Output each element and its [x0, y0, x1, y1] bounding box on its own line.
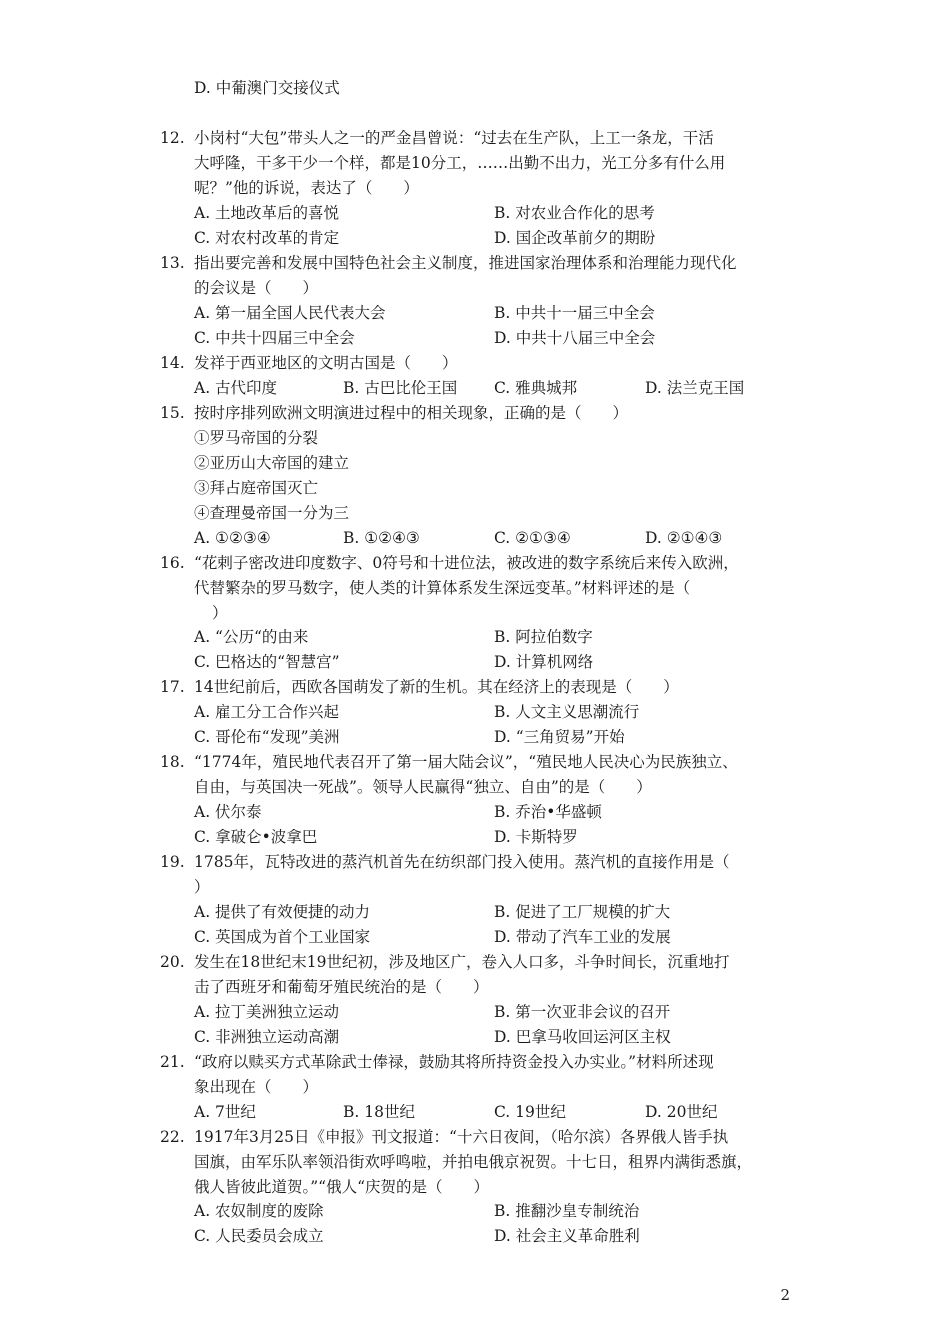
answer-option[interactable]: B. 对农业合作化的思考: [494, 204, 655, 222]
question-stem-line: 象出现在（ ）: [194, 1078, 319, 1096]
answer-option[interactable]: A. 提供了有效便捷的动力: [194, 903, 371, 921]
answer-option[interactable]: D. 带动了汽车工业的发展: [494, 928, 671, 946]
question-stem-line: 代替繁杂的罗马数字，使人类的计算体系发生深远变革。”材料评述的是（: [194, 579, 691, 597]
answer-option[interactable]: B. 古巴比伦王国: [343, 379, 458, 397]
question-number: 13.: [160, 254, 185, 272]
question-stem-line: 呢？”他的诉说，表达了（ ）: [194, 179, 419, 197]
question-stem-line: ②亚历山大帝国的建立: [194, 454, 350, 472]
question-stem-line: “1774年，殖民地代表召开了第一届大陆会议”，“殖民地人民决心为民族独立、: [194, 753, 738, 771]
answer-option[interactable]: B. 推翻沙皇专制统治: [494, 1202, 640, 1220]
answer-option[interactable]: C. 雅典城邦: [494, 379, 578, 397]
answer-option[interactable]: A. 古代印度: [194, 379, 278, 397]
answer-option[interactable]: D. 法兰克王国: [645, 379, 745, 397]
question-stem-line: 大呼隆，干多干少一个样，都是10分工，……出勤不出力，光工分多有什么用: [194, 154, 726, 172]
answer-option[interactable]: C. 拿破仑•波拿巴: [194, 828, 318, 846]
answer-option[interactable]: B. 18世纪: [343, 1103, 415, 1121]
question-stem-line: 小岗村“大包”带头人之一的严金昌曾说：“过去在生产队，上工一条龙，干活: [194, 129, 714, 147]
question-stem-line: ④查理曼帝国一分为三: [194, 504, 350, 522]
question-number: 16.: [160, 554, 185, 572]
answer-option[interactable]: A. 第一届全国人民代表大会: [194, 304, 386, 322]
question-number: 21.: [160, 1053, 185, 1071]
answer-option[interactable]: B. 阿拉伯数字: [494, 628, 593, 646]
question-stem-line: ③拜占庭帝国灭亡: [194, 479, 319, 497]
answer-option[interactable]: B. 乔治•华盛顿: [494, 803, 602, 821]
answer-option[interactable]: A. 土地改革后的喜悦: [194, 204, 340, 222]
question-stem-line: 俄人皆彼此道贺。”“俄人“庆贺的是（ ）: [194, 1178, 490, 1196]
answer-option[interactable]: D. 巴拿马收回运河区主权: [494, 1028, 671, 1046]
question-stem-line: ①罗马帝国的分裂: [194, 429, 319, 447]
answer-option[interactable]: C. 非洲独立运动高潮: [194, 1028, 340, 1046]
question-stem-line: 发祥于西亚地区的文明古国是（ ）: [194, 354, 458, 372]
question-number: 20.: [160, 953, 185, 971]
question-stem-line: ）: [194, 878, 210, 896]
answer-option[interactable]: B. 第一次亚非会议的召开: [494, 1003, 671, 1021]
answer-option[interactable]: B. 促进了工厂规模的扩大: [494, 903, 671, 921]
answer-option[interactable]: C. 中共十四届三中全会: [194, 329, 355, 347]
answer-option[interactable]: A. “公历“的由来: [194, 628, 309, 646]
answer-option[interactable]: D. 计算机网络: [494, 653, 594, 671]
answer-option[interactable]: A. 农奴制度的废除: [194, 1202, 324, 1220]
question-number: 22.: [160, 1128, 185, 1146]
answer-option[interactable]: A. 拉丁美洲独立运动: [194, 1003, 340, 1021]
answer-option[interactable]: C. 19世纪: [494, 1103, 566, 1121]
answer-option[interactable]: A. 伏尔泰: [194, 803, 262, 821]
question-stem-line: 按时序排列欧洲文明演进过程中的相关现象，正确的是（ ）: [194, 404, 629, 422]
question-stem-line: 国旗，由军乐队率领沿街欢呼鸣啦，并拍电俄京祝贺。十七日，租界内满街悉旗，: [194, 1153, 753, 1171]
page-number: 2: [780, 1286, 790, 1304]
answer-option[interactable]: D. 国企改革前夕的期盼: [494, 229, 656, 247]
answer-option[interactable]: C. 哥伦布“发现”美洲: [194, 728, 340, 746]
previous-option-d: D. 中葡澳门交接仪式: [194, 79, 340, 97]
question-stem-line: “花剌子密改进印度数字、0符号和十进位法，被改进的数字系统后来传入欧洲，: [194, 554, 739, 572]
answer-option[interactable]: D. 中共十八届三中全会: [494, 329, 656, 347]
question-stem-line: 发生在18世纪末19世纪初，涉及地区广，卷入人口多，斗争时间长，沉重地打: [194, 953, 730, 971]
answer-option[interactable]: C. 巴格达的“智慧宫”: [194, 653, 340, 671]
answer-option[interactable]: A. 7世纪: [194, 1103, 256, 1121]
answer-option[interactable]: C. 人民委员会成立: [194, 1227, 324, 1245]
question-number: 12.: [160, 129, 185, 147]
answer-option[interactable]: B. ①②④③: [343, 529, 420, 547]
answer-option[interactable]: D. 20世纪: [645, 1103, 718, 1121]
answer-option[interactable]: B. 中共十一届三中全会: [494, 304, 655, 322]
answer-option[interactable]: A. 雇工分工合作兴起: [194, 703, 340, 721]
question-number: 18.: [160, 753, 185, 771]
question-stem-line: 击了西班牙和葡萄牙殖民统治的是（ ）: [194, 978, 489, 996]
question-number: 15.: [160, 404, 185, 422]
question-number: 17.: [160, 678, 185, 696]
answer-option[interactable]: C. 英国成为首个工业国家: [194, 928, 371, 946]
question-stem-line: 14世纪前后，西欧各国萌发了新的生机。其在经济上的表现是（ ）: [194, 678, 679, 696]
question-stem-line: 1785年，瓦特改进的蒸汽机首先在纺织部门投入使用。蒸汽机的直接作用是（: [194, 853, 730, 871]
answer-option[interactable]: D. 社会主义革命胜利: [494, 1227, 640, 1245]
answer-option[interactable]: D. “三角贸易”开始: [494, 728, 625, 746]
answer-option[interactable]: D. ②①④③: [645, 529, 723, 547]
answer-option[interactable]: B. 人文主义思潮流行: [494, 703, 640, 721]
question-stem-line: 自由，与英国决一死战”。领导人民赢得“独立、自由”的是（ ）: [194, 778, 652, 796]
question-number: 14.: [160, 354, 185, 372]
answer-option[interactable]: A. ①②③④: [194, 529, 271, 547]
question-stem-line: “政府以赎买方式革除武士俸禄，鼓励其将所持资金投入办实业。”材料所述现: [194, 1053, 714, 1071]
question-stem-line: 指出要完善和发展中国特色社会主义制度，推进国家治理体系和治理能力现代化: [194, 254, 737, 272]
question-stem-line: ）: [212, 604, 228, 622]
question-stem-line: 1917年3月25日《申报》刊文报道：“十六日夜间，（哈尔滨）各界俄人皆手执: [194, 1128, 729, 1146]
answer-option[interactable]: C. ②①③④: [494, 529, 571, 547]
answer-option[interactable]: D. 卡斯特罗: [494, 828, 578, 846]
question-stem-line: 的会议是（ ）: [194, 279, 319, 297]
answer-option[interactable]: C. 对农村改革的肯定: [194, 229, 340, 247]
question-number: 19.: [160, 853, 185, 871]
